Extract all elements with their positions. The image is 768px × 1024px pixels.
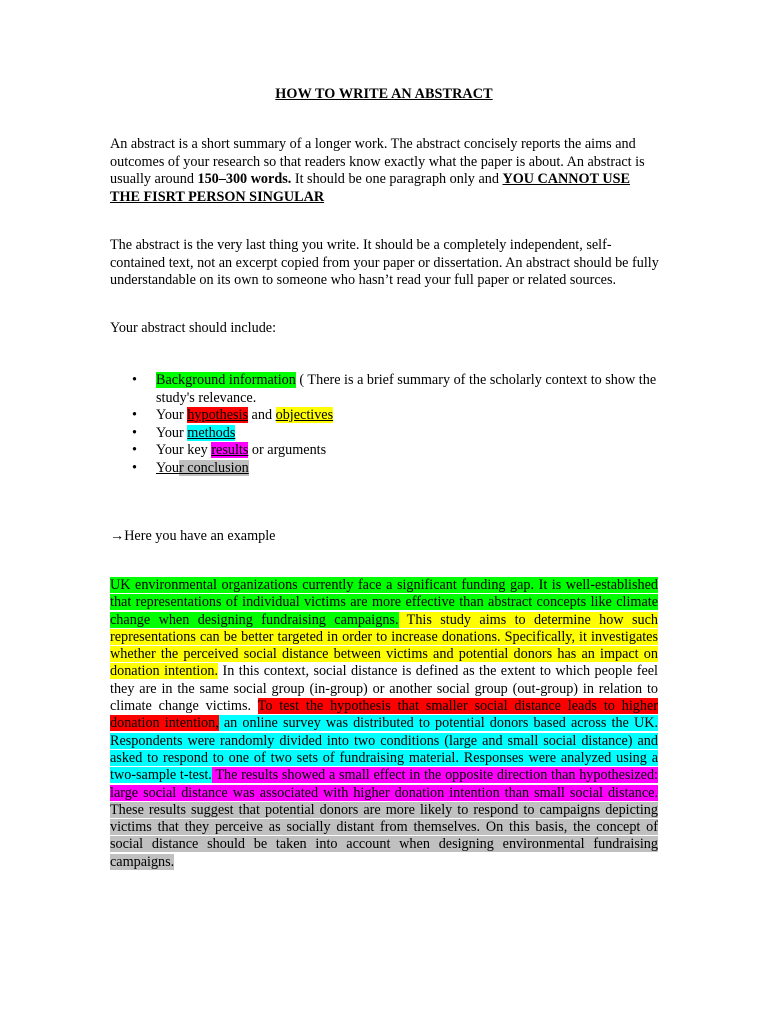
example-hypothesis: To test the hypothesis that smaller social distance leads to higher donation intention, xyxy=(110,698,658,732)
intro-word-count: 150–300 words. xyxy=(197,171,292,187)
example-context: In this context, social distance is defined as the extent to which people feel they are in the same social group (in-group) or another social group (out-group) in relation to climate change victims. xyxy=(110,663,658,715)
highlight-methods: methods xyxy=(187,424,236,441)
list-item-text: ( There is a brief summary of the scholarly context to show the study's relevance. xyxy=(156,372,657,406)
list-item-text: or arguments xyxy=(248,442,327,458)
include-list xyxy=(110,372,660,477)
highlight-hypothesis: hypothesis xyxy=(187,407,248,423)
bullet-icon: • xyxy=(132,407,137,423)
arrow-icon: → xyxy=(110,528,125,544)
list-item xyxy=(110,425,660,443)
intro-paragraph xyxy=(110,136,660,206)
example-abstract xyxy=(110,577,658,871)
example-conclusion: These results suggest that potential donors are more likely to respond to campaigns depicting victims that they perceive as socially distant from themselves. On this basis, the concept of social distance should be taken into account when designing environmental fundraising campaigns. xyxy=(110,801,658,870)
highlight-background-information: Background information xyxy=(156,372,296,388)
list-item-text: Your key xyxy=(156,442,212,458)
bullet-icon: • xyxy=(132,459,137,476)
example-background: UK environmental organizations currently face a significant funding gap. It is well-established that representations of individual victims are more effective than abstract concepts like climate change when designing fundraising campaigns. xyxy=(110,577,658,628)
list-item xyxy=(110,460,660,478)
intro-emphasis: YOU CANNOT USE THE FISRT PERSON SINGULAR xyxy=(110,171,630,205)
bullet-icon: • xyxy=(132,424,137,441)
page-title: HOW TO WRITE AN ABSTRACT xyxy=(275,86,493,102)
highlight-results: results xyxy=(211,442,249,458)
list-item-text: Your xyxy=(156,424,188,441)
example-objectives: This study aims to determine how such representations can be better targeted in order to increase donations. Specifically, it investigates whether the perceived social distance between victims and potential donors has an impact on donation intention. xyxy=(110,611,659,680)
bullet-icon: • xyxy=(132,442,137,458)
list-item xyxy=(110,407,660,425)
second-paragraph: The abstract is the very last thing you write. It should be a completely independent, self-contained text, not an excerpt copied from your paper or dissertation. An abstract should be fully understandable on its own to someone who hasn’t read your full paper or related sources. xyxy=(110,237,659,288)
example-methods: an online survey was distributed to potential donors based across the UK. Respondents were randomly divided into two conditions (large and small social distance) and asked to respond to one of two sets of fundraising material. Responses were analyzed using a two-sample t-test. xyxy=(110,715,659,784)
bullet-icon: • xyxy=(132,372,137,388)
example-results: The results showed a small effect in the opposite direction than hypothesized: large social distance was associated with higher donation intention than small social distance. xyxy=(110,767,658,801)
highlight-conclusion: r conclusion xyxy=(179,459,249,476)
intro-text-2: It should be one paragraph only and xyxy=(291,171,503,187)
list-item xyxy=(110,372,660,407)
list-item-text: You xyxy=(156,459,180,476)
highlight-objectives: objectives xyxy=(275,407,334,423)
example-intro-text: Here you have an example xyxy=(124,528,276,544)
list-item-text: and xyxy=(248,407,276,423)
list-item xyxy=(110,442,660,460)
intro-text-1: An abstract is a short summary of a longer work. The abstract concisely reports the aims and outcomes of your research so that readers know exactly what the paper is about. An abstract is usually around xyxy=(110,136,645,187)
example-intro xyxy=(110,528,275,546)
list-item-text: Your xyxy=(156,407,188,423)
include-heading: Your abstract should include: xyxy=(110,320,277,336)
